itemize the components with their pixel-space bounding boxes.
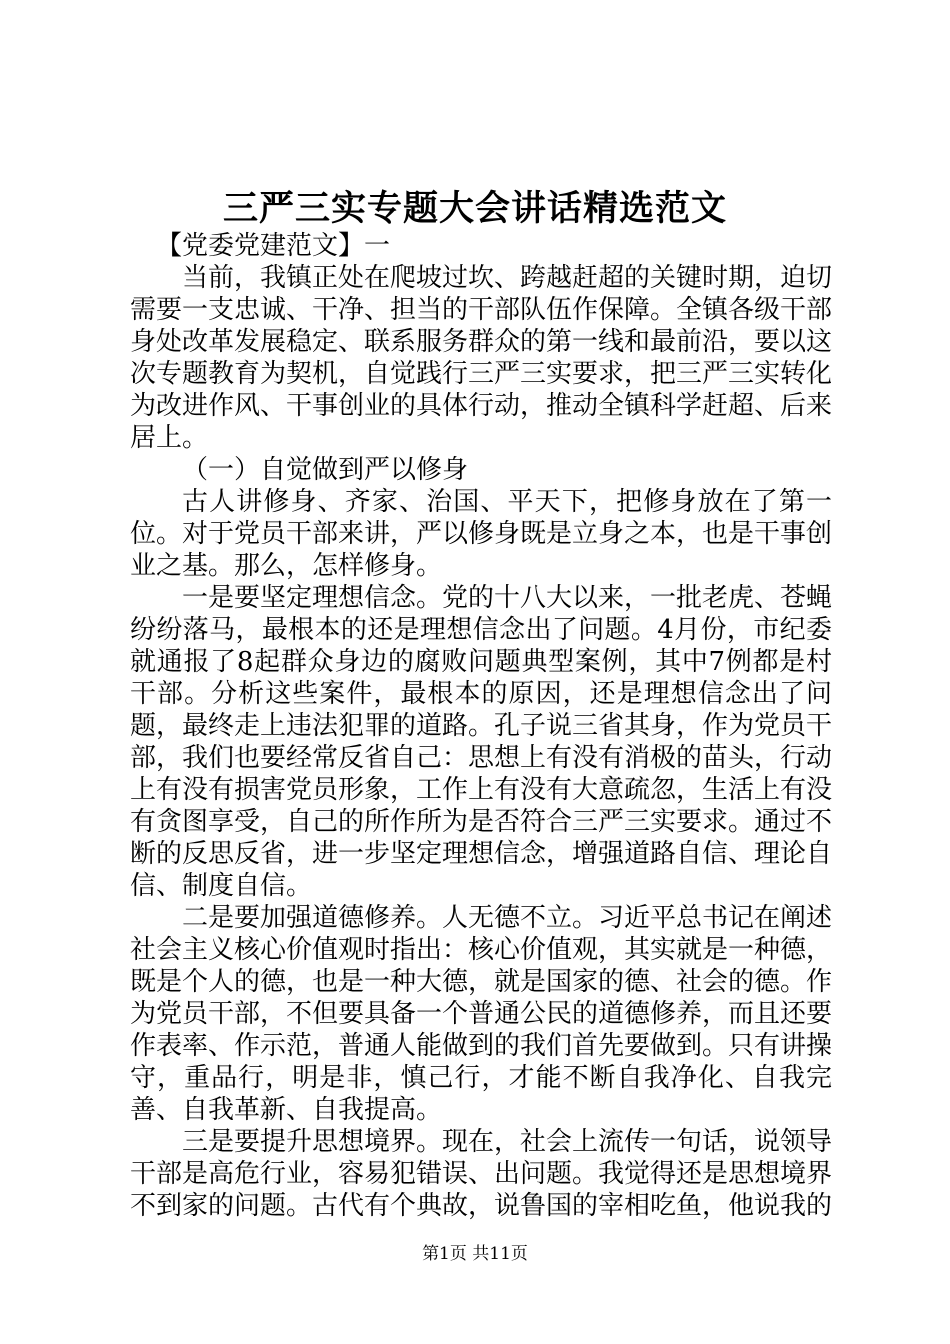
document-body xyxy=(130,230,832,1222)
body-paragraph: 古人讲修身、齐家、治国、平天下，把修身放在了第一位。对于党员干部来讲，严以修身既是立身之本，也是干事创业之基。那么，怎样修身。 xyxy=(130,487,833,581)
body-paragraph: 二是要加强道德修养。人无德不立。习近平总书记在阐述社会主义核心价值观时指出：核心价值观，其实就是一种德，既是个人的德，也是一种大德，就是国家的德、社会的德。作为党员干部，不但要具备一个普通公民的道德修养，而且还要作表率、作示范，普通人能做到的我们首先要做到。只有讲操守，重品行，明是非，慎己行，才能不断自我净化、自我完善、自我革新、自我提高。 xyxy=(130,903,833,1125)
body-paragraph: 三是要提升思想境界。现在，社会上流传一句话，说领导干部是高危行业，容易犯错误、出问题。我觉得还是思想境界不到家的问题。古代有个典故，说鲁国的宰相吃鱼，他说我的 xyxy=(130,1127,833,1221)
body-paragraph: 一是要坚定理想信念。党的十八大以来，一批老虎、苍蝇纷纷落马，最根本的还是理想信念出了问题。4月份，市纪委就通报了8起群众身边的腐败问题典型案例，其中7例都是村干部。分析这些案件，最根本的原因，还是理想信念出了问题，最终走上违法犯罪的道路。孔子说三省其身，作为党员干部，我们也要经常反省自己：思想上有没有消极的苗头，行动上有没有损害党员形象，工作上有没有大意疏忽，生活上有没有贪图享受，自己的所作所为是否符合三严三实要求。通过不断的反思反省，进一步坚定理想信念，增强道路自信、理论自信、制度自信。 xyxy=(130,583,833,901)
body-paragraph: 当前，我镇正处在爬坡过坎、跨越赶超的关键时期，迫切需要一支忠诚、干净、担当的干部队伍作保障。全镇各级干部身处改革发展稳定、联系服务群众的第一线和最前沿，要以这次专题教育为契机，自觉践行三严三实要求，把三严三实转化为改进作风、干事创业的具体行动，推动全镇科学赶超、后来居上。 xyxy=(130,263,833,453)
page-footer: 第1页 共11页 xyxy=(422,1244,528,1264)
section-heading: （一）自觉做到严以修身 xyxy=(182,455,469,485)
document-title: 三严三实专题大会讲话精选范文 xyxy=(222,188,727,229)
category-label: 【党委党建范文】一 xyxy=(156,231,391,261)
